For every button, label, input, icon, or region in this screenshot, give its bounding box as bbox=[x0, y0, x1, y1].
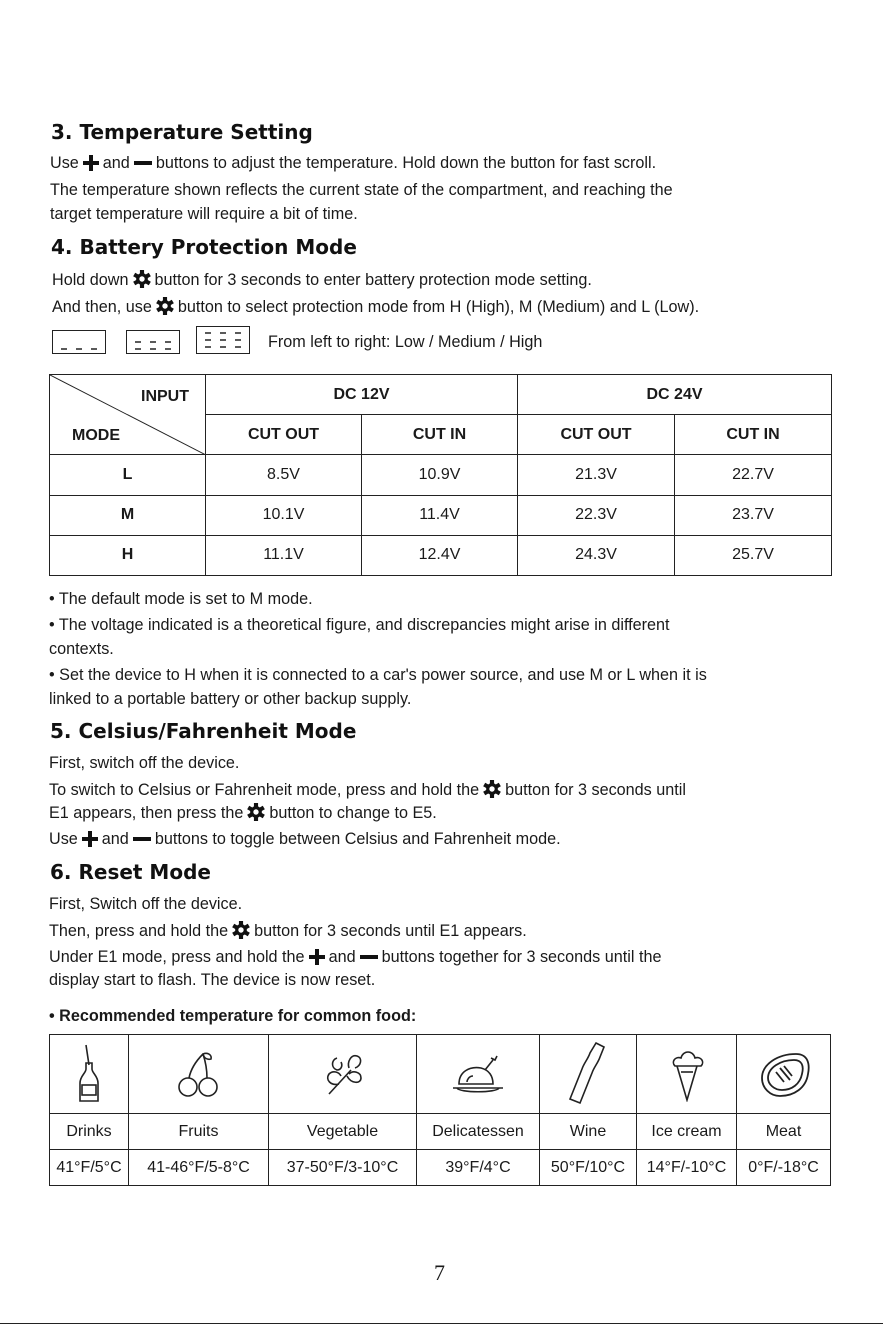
cut-in-header: CUT IN bbox=[362, 415, 518, 455]
temperature-line-2: The temperature shown reflects the current state of the compartment, and reaching the bbox=[50, 181, 673, 199]
celsius-line-3 bbox=[49, 803, 437, 823]
value-cell: 24.3V bbox=[518, 535, 675, 575]
dc12-header: DC 12V bbox=[206, 375, 518, 415]
food-temp-row bbox=[50, 1150, 831, 1186]
steak-icon bbox=[756, 1048, 812, 1100]
mode-cell: M bbox=[50, 495, 206, 535]
value-cell: 10.1V bbox=[206, 495, 362, 535]
cut-out-header: CUT OUT bbox=[518, 415, 675, 455]
mode-header: MODE bbox=[72, 427, 120, 445]
battery-line-1 bbox=[52, 270, 592, 290]
reset-line-1: First, Switch off the device. bbox=[49, 895, 243, 913]
food-icon-cell bbox=[540, 1035, 637, 1114]
food-temp: 0°F/-18°C bbox=[737, 1150, 831, 1186]
food-temp: 39°F/4°C bbox=[417, 1150, 540, 1186]
input-header: INPUT bbox=[141, 388, 189, 405]
gear-icon bbox=[247, 803, 265, 821]
note-power-line-2: linked to a portable battery or other backup supply. bbox=[49, 690, 412, 708]
text: button to change to E5. bbox=[269, 804, 437, 822]
note-voltage-line-1: • The voltage indicated is a theoretical figure, and discrepancies might arise in different bbox=[49, 616, 670, 634]
value-cell: 11.1V bbox=[206, 535, 362, 575]
section-title-battery: 4. Battery Protection Mode bbox=[51, 235, 357, 259]
cherries-icon bbox=[177, 1050, 221, 1098]
food-icon-cell bbox=[637, 1035, 737, 1114]
text: To switch to Celsius or Fahrenheit mode, press and hold the bbox=[49, 781, 480, 799]
text: Use bbox=[49, 830, 78, 848]
levels-caption: From left to right: Low / Medium / High bbox=[268, 333, 543, 351]
text: button for 3 seconds to enter battery protection mode setting. bbox=[154, 271, 592, 289]
food-name: Drinks bbox=[50, 1114, 129, 1150]
level-high-indicator bbox=[196, 326, 250, 354]
text: and bbox=[328, 948, 356, 966]
text: button to select protection mode from H (High), M (Medium) and L (Low). bbox=[177, 298, 700, 316]
level-medium-indicator bbox=[126, 330, 180, 354]
food-name: Fruits bbox=[129, 1114, 269, 1150]
food-icon-cell bbox=[417, 1035, 540, 1114]
wine-bottle-icon bbox=[568, 1041, 608, 1107]
text: And then, use bbox=[52, 298, 152, 316]
food-name: Wine bbox=[540, 1114, 637, 1150]
text: Under E1 mode, press and hold the bbox=[49, 948, 305, 966]
mode-cell: L bbox=[50, 455, 206, 495]
minus-icon bbox=[360, 949, 378, 965]
food-temp: 41-46°F/5-8°C bbox=[129, 1150, 269, 1186]
table-corner-cell bbox=[50, 375, 206, 455]
gear-icon bbox=[133, 270, 151, 288]
dc24-header: DC 24V bbox=[518, 375, 832, 415]
text: Hold down bbox=[52, 271, 129, 289]
vegetable-icon bbox=[321, 1050, 365, 1098]
food-temp: 37-50°F/3-10°C bbox=[269, 1150, 417, 1186]
food-name: Meat bbox=[737, 1114, 831, 1150]
celsius-line-1: First, switch off the device. bbox=[49, 754, 240, 772]
section-title-reset: 6. Reset Mode bbox=[50, 860, 211, 884]
level-low-indicator bbox=[52, 330, 106, 354]
section-title-celsius: 5. Celsius/Fahrenheit Mode bbox=[50, 719, 357, 743]
value-cell: 12.4V bbox=[362, 535, 518, 575]
food-temp: 50°F/10°C bbox=[540, 1150, 637, 1186]
cut-out-header: CUT OUT bbox=[206, 415, 362, 455]
medium-dashes-icon bbox=[131, 332, 175, 352]
celsius-line-2 bbox=[49, 780, 686, 800]
text: and bbox=[102, 154, 130, 172]
text: and bbox=[101, 830, 129, 848]
note-default-mode: • The default mode is set to M mode. bbox=[49, 590, 313, 608]
roast-chicken-icon bbox=[451, 1050, 505, 1098]
text: buttons together for 3 seconds until the bbox=[381, 948, 662, 966]
text: Use bbox=[50, 154, 79, 172]
low-dashes-icon bbox=[57, 332, 101, 352]
value-cell: 23.7V bbox=[675, 495, 832, 535]
food-title: • Recommended temperature for common food: bbox=[49, 1007, 417, 1025]
note-voltage-line-2: contexts. bbox=[49, 640, 114, 658]
food-name-row bbox=[50, 1114, 831, 1150]
gear-icon bbox=[156, 297, 174, 315]
plus-icon bbox=[309, 949, 325, 965]
text: buttons to toggle between Celsius and Fahrenheit mode. bbox=[154, 830, 561, 848]
value-cell: 22.7V bbox=[675, 455, 832, 495]
minus-icon bbox=[133, 831, 151, 847]
gear-icon bbox=[483, 780, 501, 798]
text: button for 3 seconds until bbox=[505, 781, 686, 799]
table-row bbox=[50, 495, 832, 535]
reset-line-2 bbox=[49, 921, 527, 941]
note-power-line-1: • Set the device to H when it is connected to a car's power source, and use M or L when it is bbox=[49, 666, 707, 684]
text: E1 appears, then press the bbox=[49, 804, 244, 822]
food-temp: 41°F/5°C bbox=[50, 1150, 129, 1186]
food-temperature-table bbox=[49, 1034, 831, 1186]
bottle-icon bbox=[76, 1043, 102, 1105]
page-number: 7 bbox=[434, 1260, 445, 1285]
text: buttons to adjust the temperature. Hold down the button for fast scroll. bbox=[155, 154, 657, 172]
reset-line-3 bbox=[49, 948, 661, 967]
food-icon-cell bbox=[129, 1035, 269, 1114]
value-cell: 22.3V bbox=[518, 495, 675, 535]
minus-icon bbox=[134, 155, 152, 171]
value-cell: 21.3V bbox=[518, 455, 675, 495]
mode-cell: H bbox=[50, 535, 206, 575]
food-icon-cell bbox=[737, 1035, 831, 1114]
plus-icon bbox=[82, 831, 98, 847]
cut-in-header: CUT IN bbox=[675, 415, 832, 455]
food-name: Vegetable bbox=[269, 1114, 417, 1150]
food-icon-cell bbox=[50, 1035, 129, 1114]
food-name: Ice cream bbox=[637, 1114, 737, 1150]
table-row bbox=[50, 535, 832, 575]
reset-line-4: display start to flash. The device is now reset. bbox=[49, 971, 376, 989]
gear-icon bbox=[232, 921, 250, 939]
food-temp: 14°F/-10°C bbox=[637, 1150, 737, 1186]
value-cell: 25.7V bbox=[675, 535, 832, 575]
battery-mode-table bbox=[49, 374, 832, 576]
section-title-temperature: 3. Temperature Setting bbox=[51, 120, 313, 144]
food-icon-cell bbox=[269, 1035, 417, 1114]
value-cell: 8.5V bbox=[206, 455, 362, 495]
celsius-line-4 bbox=[49, 830, 561, 849]
table-row bbox=[50, 455, 832, 495]
food-name: Delicatessen bbox=[417, 1114, 540, 1150]
battery-line-2 bbox=[52, 297, 699, 317]
ice-cream-icon bbox=[669, 1046, 705, 1102]
value-cell: 11.4V bbox=[362, 495, 518, 535]
text: Then, press and hold the bbox=[49, 922, 229, 940]
temperature-line-3: target temperature will require a bit of time. bbox=[50, 205, 358, 223]
value-cell: 10.9V bbox=[362, 455, 518, 495]
temperature-line-1 bbox=[50, 154, 656, 173]
high-dashes-icon bbox=[201, 328, 245, 352]
text: button for 3 seconds until E1 appears. bbox=[254, 922, 527, 940]
plus-icon bbox=[83, 155, 99, 171]
